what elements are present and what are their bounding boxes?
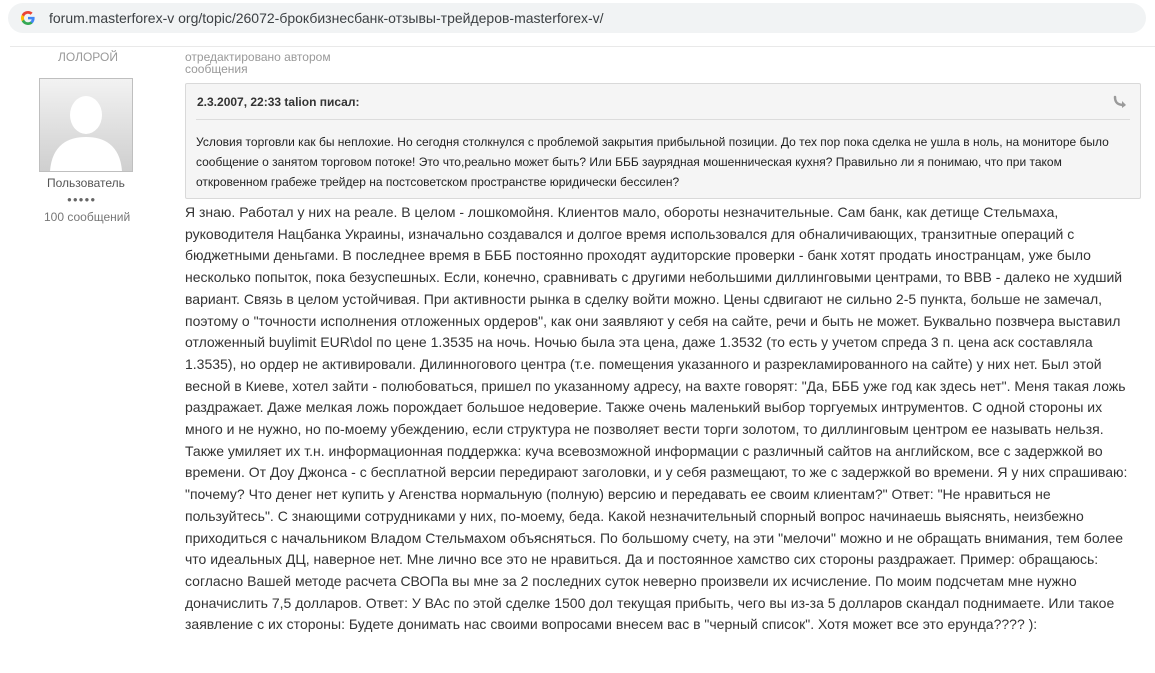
go-to-quote-icon[interactable] [1112, 94, 1128, 108]
post-body [185, 202, 1140, 636]
post-text: Я знаю. Работал у них на реале. В целом - лошкомойня. Клиентов мало, обороты незначительные. Сам банк, как детище Стельмаха, руководителя Нацбанка Украины, изначально создавался и долгое время использовался для обналичивающих, транзитные операций с бюджетными деньгами. В последнее время в БББ постоянно проходят аудиторские проверки - банк хотят продать иностранцам, уже было несколько попыток, пока безуспешных. Если, конечно, сравнивать с другими небольшими диллинговыми центрами, то BBB - далеко не худший вариант. Связь в целом устойчивая. При активности рынка в сделку войти можно. Цены сдвигают не сильно 2-5 пункта, больше не замечал, поэтому о "точности исполнения отложенных ордеров", как они заявляют у себя на сайте, речи и быть не может. Буквально позвчера выставил отложенный buylimit EUR\dol по цене 1.3535 на ночь. Ночью была эта цена, даже 1.3532 (то есть у учетом спреда 3 п. цена аск составляла 1.3535), но ордер не активировали. Дилинногового центра (т.е. помещения указанного и разрекламированного на сайте) у них нет. Был этой весной в Киеве, хотел зайти - полюбоваться, пришел по указанному адресу, на вахте говорят: "Да, БББ уже год как здесь нет". Меня такая ложь раздражает. Даже мелкая ложь порождает большое недоверие. Также очень маленький выбор торгуемых интрументов. С одной стороны их много и не нужно, но по-моему убеждению, если структура не позволяет вести торги золотом, то диллинговым центром ее называть нельзя. Также умиляет их т.н. информационная поддержка: куча всевозможной информации с различный сайтов на английском, все с задержкой во времени. От Доу Джонса - с бесплатной версии передирают заголовки, и у себя размещают, то же с задержкой во времени. Я у них спрашиваю: "почему? Что денег нет купить у Агенства нормальную (полную) версию и передавать ее своим клиентам?" Ответ: "Не нравиться не пользуйтесь". С знающими сотрудниками у них, по-моему, беда. Какой незначительный спорный вопрос начинаешь выяснять, неизбежно приходиться с начальником Владом Стельмахом объясняться. По большому счету, на эти "мелочи" можно и не обращать внимания, тем более что идеальных ДЦ, наверное нет. Мне лично все это не нравиться. Да и постоянное хамство сих стороны раздражает. Пример: обращаюсь: согласно Вашей методе расчета СВОПа вы мне за 2 последних суток неверно произвели их исчисление. По моим подсчетам мне нужно доначислить 7,5 долларов. Ответ: У ВАс по этой сделке 1500 дол текущая прибыть, чего вы из-за 5 долларов скандал поднимаете. Или такое заявление с их стороны: Будете донимать нас своими вопросами внесем вас в "черный список". Хотя может все это ерунда???? ): [185, 204, 1128, 633]
author-post-count: 100 сообщений [44, 210, 131, 224]
rank-dots: ●●●●● [67, 195, 97, 204]
divider [10, 46, 1155, 47]
url-text[interactable]: forum.masterforex-v org/topic/26072-брокбизнесбанк-отзывы-трейдеров-masterforex-v/ [49, 10, 604, 26]
quote-divider [196, 119, 1130, 120]
quote-block [185, 83, 1141, 199]
google-icon [20, 10, 36, 26]
post-meta-clipped: отредактировано автором сообщения [185, 50, 331, 76]
user-silhouette-icon [40, 79, 132, 171]
quote-header: 2.3.2007, 22:33 talion писал: [197, 95, 360, 109]
avatar[interactable] [39, 78, 133, 172]
quote-text: Условия торговли как бы неплохие. Но сегодня столкнулся с проблемой закрытия прибыльной позиции. До тех пор пока сделка не ушла в ноль, на мониторе было сообщение о занятом торговом потоке! Это что,реально может быть? Или БББ заурядная мошенническая кухня? Правильно ли я понимаю, что при таком откровенном грабеже трейдер на постсоветском пространстве юридически бессилен? [196, 135, 1109, 189]
author-role: Пользователь [47, 176, 125, 190]
author-name-clipped: ЛОЛОРОЙ [58, 50, 118, 64]
address-bar[interactable] [8, 3, 1146, 33]
